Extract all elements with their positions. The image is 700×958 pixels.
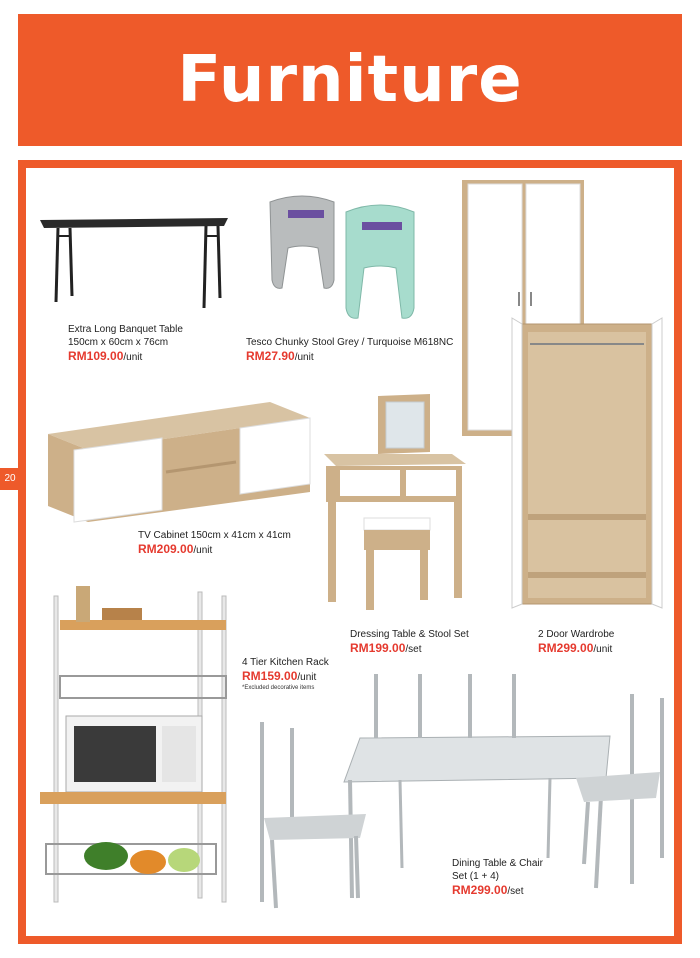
page-number: 20 (0, 468, 20, 490)
dressing-table-caption (350, 628, 469, 656)
dressing-table-image (322, 392, 472, 614)
product-name: Tesco Chunky Stool Grey / Turquoise M618NC (246, 337, 454, 348)
product-name: Dressing Table & Stool Set (350, 629, 469, 640)
product-price: RM159.00/unit (242, 669, 317, 683)
banquet-table-caption (68, 323, 183, 364)
product-price: RM299.00/unit (538, 641, 613, 655)
dining-set-caption (452, 857, 543, 898)
product-price: RM109.00/unit (68, 349, 143, 363)
banquet-table-image (38, 212, 230, 312)
product-note: *Excluded decorative items (242, 685, 315, 691)
product-price: RM209.00/unit (138, 542, 213, 556)
wardrobe-caption (538, 628, 614, 656)
product-name: Dining Table & Chair Set (1 + 4) (452, 858, 543, 882)
product-price: RM199.00/set (350, 641, 422, 655)
product-price: RM299.00/set (452, 883, 524, 897)
kitchen-rack-image (36, 580, 236, 910)
page-title: Furniture (177, 43, 523, 117)
stool-caption (246, 336, 453, 364)
tv-cabinet-caption (138, 529, 291, 557)
wardrobe-image (460, 178, 670, 608)
product-name: Extra Long Banquet Table 150cm x 60cm x 76cm (68, 324, 183, 348)
product-name: 2 Door Wardrobe (538, 629, 615, 640)
tv-cabinet-image (44, 398, 314, 528)
page-header (18, 14, 682, 146)
stool-image (262, 188, 422, 328)
product-name: TV Cabinet 150cm x 41cm x 41cm (138, 530, 291, 541)
product-name: 4 Tier Kitchen Rack (242, 657, 329, 668)
product-price: RM27.90/unit (246, 349, 314, 363)
